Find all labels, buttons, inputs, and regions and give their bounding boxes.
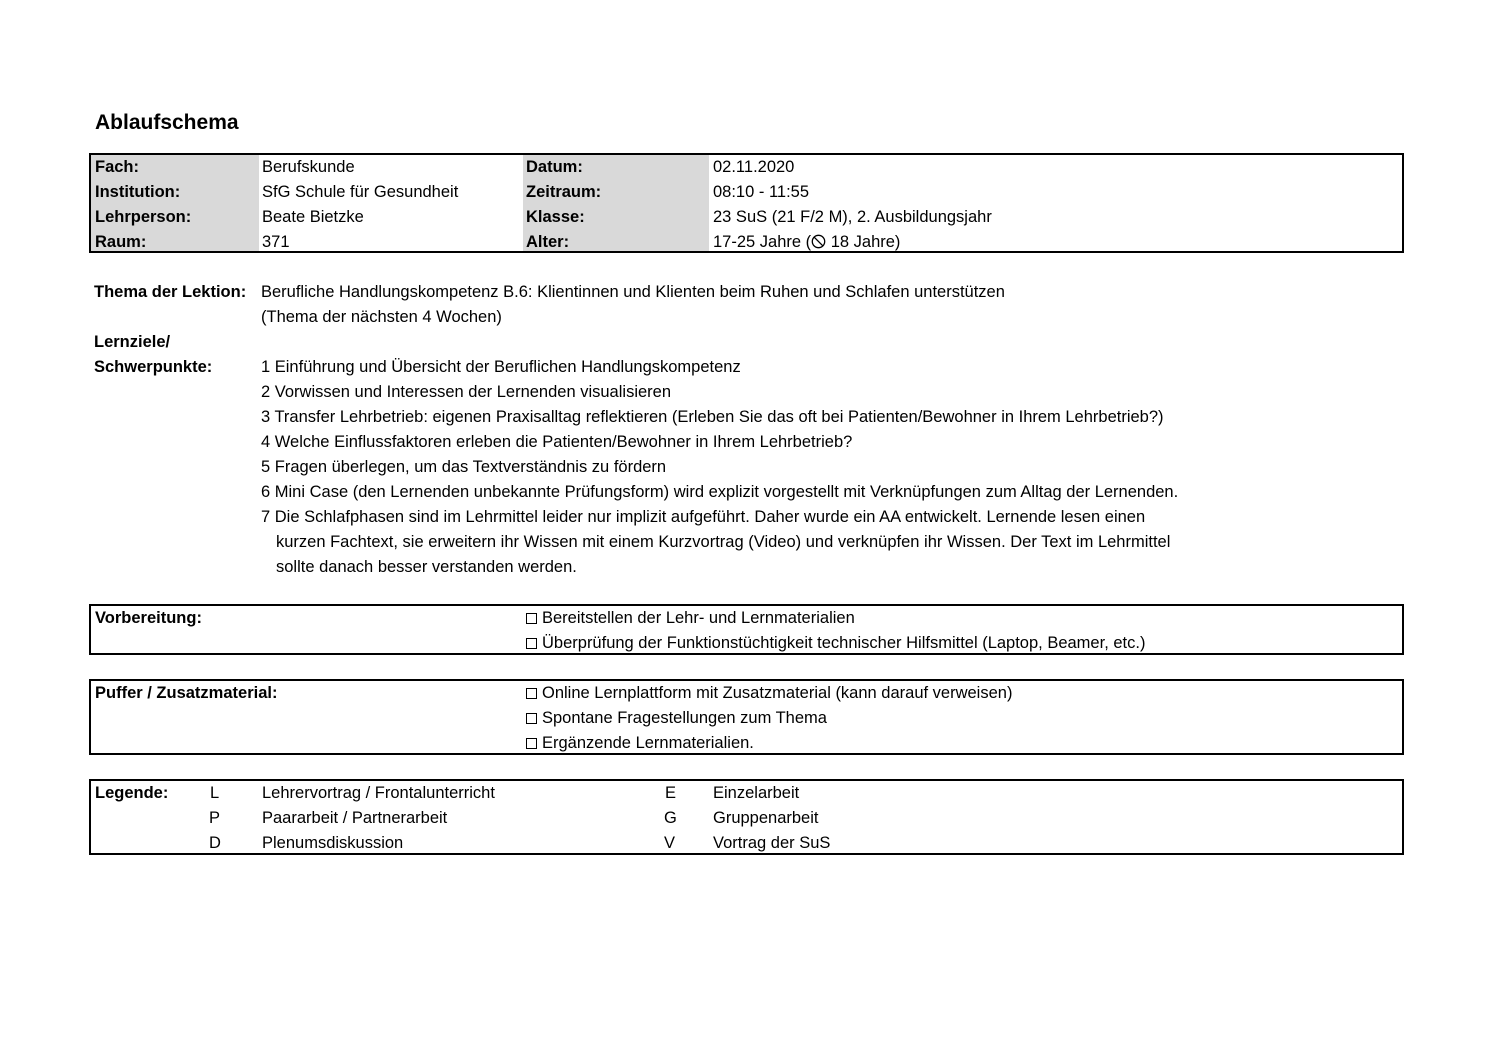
no-entry-icon — [811, 232, 826, 247]
buffer-box — [89, 679, 1404, 755]
legend-code: E — [665, 784, 677, 802]
legend-text: Vortrag der SuS — [713, 834, 831, 852]
topic-label: Thema der Lektion: — [94, 283, 247, 301]
checkbox-icon[interactable] — [526, 713, 537, 724]
topic-line-2: (Thema der nächsten 4 Wochen) — [261, 308, 502, 326]
goal-item: 4 Welche Einflussfaktoren erleben die Patienten/Bewohner in Ihrem Lehrbetrieb? — [261, 433, 853, 451]
legend-code: L — [210, 784, 220, 802]
legend-code: G — [664, 809, 677, 827]
goal-item: 5 Fragen überlegen, um das Textverständnis zu fördern — [261, 458, 667, 476]
preparation-item-text: Überprüfung der Funktionstüchtigkeit technischer Hilfsmittel (Laptop, Beamer, etc.) — [542, 634, 1146, 652]
checkbox-icon[interactable] — [526, 613, 537, 624]
goal-item: 3 Transfer Lehrbetrieb: eigenen Praxisalltag reflektieren (Erleben Sie das oft bei Patienten/Bewohner in Ihrem Lehrbetrieb?) — [261, 408, 1164, 426]
buffer-item-text: Ergänzende Lernmaterialien. — [542, 734, 754, 752]
preparation-item-text: Bereitstellen der Lehr- und Lernmaterialien — [542, 609, 855, 627]
buffer-item — [526, 731, 754, 756]
info-label: Zeitraum: — [526, 183, 602, 201]
info-value: Berufskunde — [262, 158, 355, 176]
age-value — [713, 230, 900, 255]
topic-line-1: Berufliche Handlungskompetenz B.6: Klientinnen und Klienten beim Ruhen und Schlafen unterstützen — [261, 283, 1005, 301]
goal-item: 6 Mini Case (den Lernenden unbekannte Prüfungsform) wird explizit vorgestellt mit Verknüpfungen zum Alltag der Lernenden. — [261, 483, 1179, 501]
info-value: Beate Bietzke — [262, 208, 364, 226]
age-suffix: 18 Jahre) — [826, 233, 901, 251]
legend-text: Paararbeit / Partnerarbeit — [262, 809, 448, 827]
legend-text: Gruppenarbeit — [713, 809, 819, 827]
goal-item: 7 Die Schlafphasen sind im Lehrmittel leider nur implizit aufgeführt. Daher wurde ein AA entwickelt. Lernende lesen einen — [261, 508, 1146, 526]
legend-code: V — [664, 834, 676, 852]
info-label: Alter: — [526, 233, 570, 251]
legend-text: Lehrervortrag / Frontalunterricht — [262, 784, 495, 802]
info-label: Lehrperson: — [95, 208, 192, 226]
buffer-label: Puffer / Zusatzmaterial: — [95, 684, 278, 702]
goal-item-continued: sollte danach besser verstanden werden. — [276, 558, 577, 576]
info-value: 02.11.2020 — [713, 158, 795, 176]
info-table — [89, 153, 1404, 253]
info-label: Institution: — [95, 183, 181, 201]
legend-text: Plenumsdiskussion — [262, 834, 404, 852]
info-value: 371 — [262, 233, 290, 251]
checkbox-icon[interactable] — [526, 688, 537, 699]
age-prefix: 17-25 Jahre ( — [713, 233, 812, 251]
buffer-item — [526, 681, 1012, 706]
buffer-item — [526, 706, 827, 731]
legend-code: D — [209, 834, 221, 852]
goal-item-continued: kurzen Fachtext, sie erweitern ihr Wissen mit einem Kurzvortrag (Video) und verknüpfen ihr Wissen. Der Text im Lehrmittel — [276, 533, 1171, 551]
goal-item: 2 Vorwissen und Interessen der Lernenden visualisieren — [261, 383, 672, 401]
info-label: Raum: — [95, 233, 147, 251]
info-value: 08:10 - 11:55 — [713, 183, 810, 201]
checkbox-icon[interactable] — [526, 738, 537, 749]
document-title: Ablaufschema — [95, 111, 239, 134]
info-label: Klasse: — [526, 208, 585, 226]
legend-code: P — [209, 809, 221, 827]
preparation-item — [526, 606, 855, 631]
info-label: Fach: — [95, 158, 140, 176]
goals-label-2: Schwerpunkte: — [94, 358, 213, 376]
goal-item: 1 Einführung und Übersicht der Beruflichen Handlungskompetenz — [261, 358, 741, 376]
preparation-box — [89, 604, 1404, 655]
checkbox-icon[interactable] — [526, 638, 537, 649]
preparation-label: Vorbereitung: — [95, 609, 202, 627]
info-value: SfG Schule für Gesundheit — [262, 183, 459, 201]
legend-label: Legende: — [95, 784, 169, 802]
info-value: 23 SuS (21 F/2 M), 2. Ausbildungsjahr — [713, 208, 992, 226]
buffer-item-text: Spontane Fragestellungen zum Thema — [542, 709, 827, 727]
buffer-item-text: Online Lernplattform mit Zusatzmaterial (kann darauf verweisen) — [542, 684, 1013, 702]
legend-box — [89, 779, 1404, 855]
goals-label-1: Lernziele/ — [94, 333, 171, 351]
preparation-item — [526, 631, 1145, 656]
legend-text: Einzelarbeit — [713, 784, 800, 802]
info-label: Datum: — [526, 158, 583, 176]
